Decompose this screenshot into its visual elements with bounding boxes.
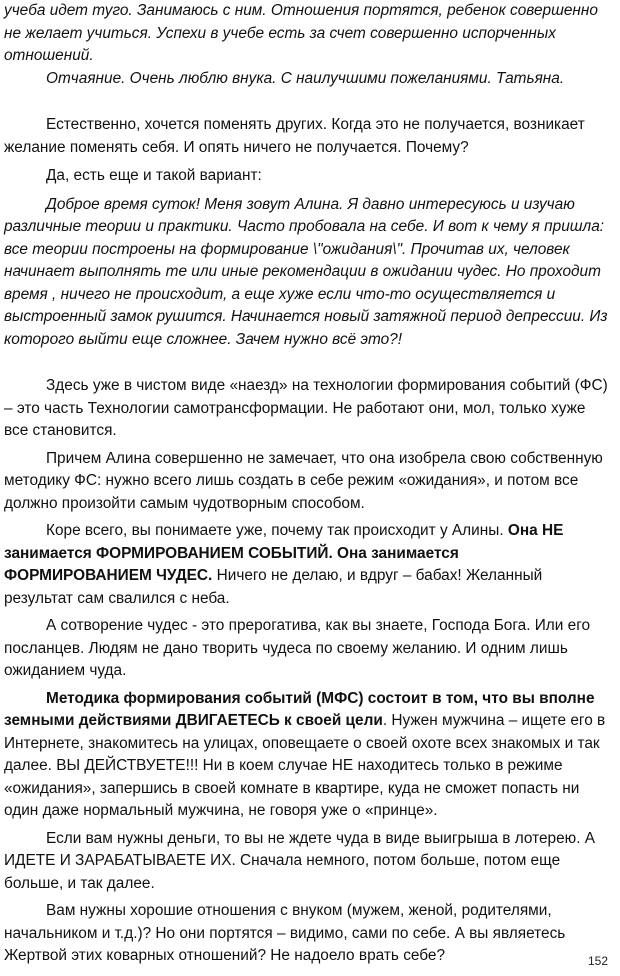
document-page — [4, 0, 610, 968]
paragraph-7-bold: Методика формирования событий (МФС) состоит в том, что вы вполне земными действиями ДВИГАЕТЕСЬ к своей цели — [4, 689, 595, 729]
paragraph-5-intro: Коре всего, вы понимаете уже, почему так происходит у Алины. — [46, 522, 508, 539]
paragraph-9: Вам нужны хорошие отношения с внуком (мужем, женой, родителями, начальником и т.д.)? Но они портятся – видимо, сами по себе. А вы являетесь Жертвой этих коварных отношений? Не надоело врать себе? — [4, 902, 566, 964]
letter-quote: Доброе время суток! Меня зовут Алина. Я давно интересуюсь и изучаю различные теории и практики. Часто пробовала на себе. И вот к чему я пришла: все теории построены на формирование \"ожидания\". Прочитав их, человек начинает выполнять те или иные рекомендации в ожидании чудес. Но проходит время , ничего не происходит, а еще хуже если что-то осуществляется и выстроенный замок рушится. Начинается новый затяжной период депрессии. Из которого выйти еще сложнее. Зачем нужно всё это?! — [4, 195, 608, 348]
page-number: 152 — [587, 954, 608, 968]
paragraph-7-tail: . Нужен мужчина – ищете его в Интернете, знакомитесь на улицах, оповещаете о своей охоте всех знакомых и так далее. ВЫ ДЕЙСТВУЕТЕ!!! Ни в коем случае НЕ находитесь только в режиме «ожидания», запершись в своей комнате в квартире, куда не сможет попасть ни один даже нормальный мужчина, не говоря уже о «принце». — [4, 712, 606, 819]
paragraph-5-tail: Ничего не делаю, и вдруг – бабах! Желанный результат сам свалился с неба. — [4, 567, 543, 607]
paragraph-8: Если вам нужны деньги, то вы не ждете чуда в виде выигрыша в лотерею. А ИДЕТЕ И ЗАРАБАТЫВАЕТЕ ИХ. Сначала немного, потом больше, потом еще больше, и так далее. — [4, 829, 596, 892]
paragraph-5 — [4, 520, 610, 610]
paragraph-3: Здесь уже в чистом виде «наезд» на технологии формирования событий (ФС) – это часть Технологии самотрансформации. Не работают они, мол, только хуже все становится. — [4, 377, 608, 439]
paragraph-5-bold: Она НЕ занимается ФОРМИРОВАНИЕМ СОБЫТИЙ. Она занимается ФОРМИРОВАНИЕМ ЧУДЕС. — [4, 522, 564, 584]
paragraph-4: Причем Алина совершенно не замечает, что она изобрела свою собственную методику ФС: нужно всего лишь создать в себе режим «ожидания», и потом все должно произойти самым чудотворным способом. — [4, 449, 603, 512]
paragraph-1: Естественно, хочется поменять других. Когда это не получается, возникает желание поменять себя. И опять ничего не получается. Почему? — [4, 116, 585, 156]
paragraph-7 — [4, 688, 610, 823]
letter-continuation: учеба идет туго. Занимаюсь с ним. Отношения портятся, ребенок совершенно не желает учиться. Успехи в учебе есть за счет совершенно испорченных отношений. — [4, 2, 598, 64]
paragraph-6: А сотворение чудес - это прерогатива, как вы знаете, Господа Бога. Или его посланцев. Людям не дано творить чудеса по своему желанию. И одним лишь ожиданием чуда. — [4, 617, 591, 679]
letter-signature: Отчаяние. Очень люблю внука. С наилучшими пожеланиями. Татьяна. — [46, 69, 565, 87]
paragraph-2: Да, есть еще и такой вариант: — [46, 167, 262, 184]
